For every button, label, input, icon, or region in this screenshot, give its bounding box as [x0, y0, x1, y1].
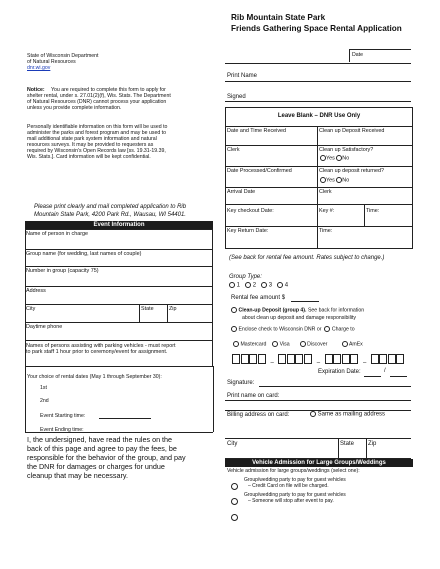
group-type-1-radio[interactable] — [229, 282, 235, 288]
billing-city-label: City — [227, 441, 238, 447]
billing-address-label: Billing address on card: — [227, 412, 290, 418]
start-time-label: Event Starting time: — [40, 413, 86, 419]
returned-no-label: No — [342, 177, 350, 184]
fee-note: (See back for rental fee amount. Rates subject to change.) — [229, 255, 385, 261]
end-time-label: Event Ending time: — [40, 427, 84, 433]
privacy-line2: administer the parks and forest program and may be used to — [27, 130, 166, 136]
cleanup-deposit-label: Clean-up Deposit — [238, 307, 282, 314]
key-return-label: Key Return Date: — [227, 228, 269, 234]
agency-line1: State of Wisconsin Department — [27, 53, 99, 59]
vehicle-admission-heading: Vehicle Admission for Large Groups/Weddings — [225, 459, 413, 467]
cleanup-deposit-row — [231, 307, 364, 314]
cleanup-deposit-returned-label: Clean up deposit returned? — [319, 168, 385, 174]
satisfactory-no-label: No — [342, 155, 350, 162]
expiration-month-field[interactable] — [364, 376, 381, 377]
group-type-4-label: 4 — [284, 282, 289, 289]
date-time-received-label: Date and Time Received — [227, 128, 287, 134]
date-field-line[interactable] — [349, 49, 411, 50]
agreement-line4: the DNR for damages or charges for undue — [27, 462, 165, 471]
notice-line1: You are required to complete this form to apply for — [51, 87, 166, 93]
person-in-charge-label: Name of person in charge — [26, 231, 89, 237]
group-type-options — [229, 282, 288, 290]
signed-label: Signed — [227, 94, 246, 100]
vehicle-option-3-radio[interactable] — [231, 509, 238, 527]
same-as-mailing-row — [310, 411, 385, 419]
vehicle-option-1-line1: Group/wedding party to pay for guest vehicles — [244, 477, 346, 483]
satisfactory-yes — [320, 155, 349, 161]
arrival-date-label: Arrival Date — [227, 189, 256, 195]
visa-radio[interactable] — [272, 341, 278, 347]
second-date-label: 2nd — [40, 398, 49, 404]
vehicle-intro: Vehicle admission for large groups/weddings (select one): — [227, 468, 360, 474]
agreement-line5: cleanup that may be necessary. — [27, 471, 128, 480]
date-label: Date — [352, 52, 363, 58]
vehicle-option-2-line1: Group/wedding party to pay for guest vehicles — [244, 492, 346, 498]
print-name-field[interactable] — [225, 81, 411, 82]
cleanup-satisfactory-label: Clean up Satisfactory? — [319, 147, 374, 153]
daytime-phone-label: Daytime phone — [26, 324, 63, 330]
charge-to-radio[interactable] — [324, 326, 330, 332]
mastercard-radio[interactable] — [233, 341, 239, 347]
mail-instructions-line2: Mountain State Park, 4200 Park Rd., Wausau, WI 54401. — [34, 212, 186, 218]
privacy-line1: Personally identifiable information on this form will be used to — [27, 124, 168, 130]
billing-zip-label: Zip — [368, 441, 377, 447]
notice-line4: unless you provide complete information. — [27, 105, 122, 111]
dnr-table-heading: Leave Blank – DNR Use Only — [277, 113, 361, 119]
discover-radio[interactable] — [300, 341, 306, 347]
date-field-divider — [349, 49, 350, 62]
signed-field[interactable] — [225, 101, 411, 102]
privacy-line4: resources surveys. It may be provided to requesters as — [27, 142, 154, 148]
privacy-line6: Wis. Stats.]. Card information will be kept confidential. — [27, 154, 151, 160]
rental-fee-field[interactable] — [291, 301, 319, 302]
mastercard-label: Mastercard — [240, 341, 267, 348]
form-title-line2: Friends Gathering Space Rental Application — [231, 24, 402, 33]
event-info-table — [25, 229, 213, 366]
group-name-label: Group name (for wedding, last names of couple) — [26, 251, 142, 257]
group-type-3-radio[interactable] — [261, 282, 267, 288]
rental-dates-label: Your choice of rental dates (May 1 through September 30): — [27, 374, 162, 380]
zip-label: Zip — [169, 306, 177, 312]
cleanup-deposit-received-label: Clean up Deposit Received — [319, 128, 385, 134]
cleanup-deposit-amount: (group 4). — [282, 307, 307, 314]
first-date-label: 1st — [40, 385, 47, 391]
same-as-mailing-radio[interactable] — [310, 411, 316, 417]
same-as-mailing-label: Same as mailing address — [317, 411, 386, 418]
enclose-check-radio[interactable] — [231, 326, 237, 332]
number-in-group-label: Number in group (capacity 75) — [26, 268, 99, 274]
assisting-label-line2: to park staff 1 hour prior to ceremony/event for assignment. — [26, 349, 168, 355]
key-number-label: Key #: — [319, 208, 335, 214]
amex-label: AmEx — [348, 341, 363, 348]
charge-to-label: Charge to — [331, 326, 355, 333]
billing-address-field[interactable] — [225, 438, 411, 439]
discover-label: Discover — [307, 341, 328, 348]
address-label: Address — [26, 288, 46, 294]
satisfactory-yes-label: Yes — [326, 155, 335, 162]
agreement-line2: back of this page and agree to pay the fees, be — [27, 444, 177, 453]
notice-label: Notice: — [27, 87, 45, 93]
agency-link[interactable]: dnr.wi.gov — [27, 65, 51, 71]
returned-yes — [320, 177, 349, 183]
print-name-on-card-field[interactable] — [225, 400, 411, 401]
form-title-line1: Rib Mountain State Park — [231, 13, 326, 22]
city-label: City — [26, 306, 36, 312]
assisting-label-line1: Names of persons assisting with parking vehicles - must report — [26, 343, 176, 349]
cleanup-deposit-info: See back for information — [307, 307, 365, 314]
cleanup-deposit-radio[interactable] — [231, 307, 237, 313]
key-return-time-label: Time: — [319, 228, 333, 234]
agency-line2: of Natural Resources — [27, 59, 76, 65]
print-name-label: Print Name — [227, 73, 258, 79]
enclose-check-label: Enclose check to Wisconsin DNR or — [238, 326, 322, 333]
privacy-line3: mail additional state park system information and natural — [27, 136, 157, 142]
signature-field[interactable] — [259, 386, 411, 387]
group-type-4-radio[interactable] — [277, 282, 283, 288]
start-time-field[interactable] — [99, 418, 151, 419]
clerk2-label: Clerk — [319, 189, 332, 195]
print-name-on-card-label: Print name on card: — [227, 393, 280, 399]
card-type-row — [233, 341, 363, 348]
clerk-label: Clerk — [227, 147, 240, 153]
returned-yes-label: Yes — [326, 177, 335, 184]
agreement-line3: responsible for the behavior of the group, and pay — [27, 453, 186, 462]
notice-line3: of Natural Resources (DNR) cannot process your application — [27, 99, 167, 105]
signature-label: Signature: — [227, 380, 255, 386]
group-type-3-label: 3 — [268, 282, 273, 289]
expiration-separator: / — [384, 368, 386, 374]
group-type-1-label: 1 — [236, 282, 241, 289]
expiration-label: Expiration Date: — [318, 369, 361, 375]
group-type-label: Group Type: — [229, 274, 262, 280]
billing-state-label: State — [340, 441, 355, 447]
vehicle-option-2-line2: – Someone will stop after event to pay. — [248, 498, 334, 504]
card-number-boxes[interactable]: – – – — [232, 351, 405, 369]
key-checkout-label: Key checkout Date: — [227, 208, 274, 214]
agreement-line1: I, the undersigned, have read the rules on the — [27, 435, 173, 444]
date-field-bottom — [225, 63, 411, 64]
expiration-year-field[interactable] — [390, 376, 407, 377]
cleanup-deposit-line2: about clean up deposit and damage responsibility — [242, 315, 356, 321]
state-label: State — [141, 306, 154, 312]
assisting-field[interactable] — [25, 366, 213, 367]
group-type-2-radio[interactable] — [245, 282, 251, 288]
notice-line2: shelter rental, under s. 27.01(2)(f), Wis. Stats. The Department — [27, 93, 171, 99]
rental-fee-label: Rental fee amount $ — [231, 295, 286, 301]
payment-method-row — [231, 326, 355, 333]
date-processed-label: Date Processed/Confirmed — [227, 168, 292, 174]
rental-dates-bottom — [25, 432, 213, 433]
privacy-line5: required by Wisconsin's Open Records law [ss. 19.31-19.39, — [27, 148, 166, 154]
vehicle-option-1-line2: – Credit Card on file will be charged. — [248, 483, 329, 489]
mail-instructions-line1: Please print clearly and mail completed application to Rib — [34, 204, 187, 210]
event-info-heading: Event Information — [25, 221, 213, 229]
amex-radio[interactable] — [342, 341, 348, 347]
group-type-2-label: 2 — [252, 282, 257, 289]
key-time-label: Time: — [366, 208, 380, 214]
visa-label: Visa — [279, 341, 290, 348]
